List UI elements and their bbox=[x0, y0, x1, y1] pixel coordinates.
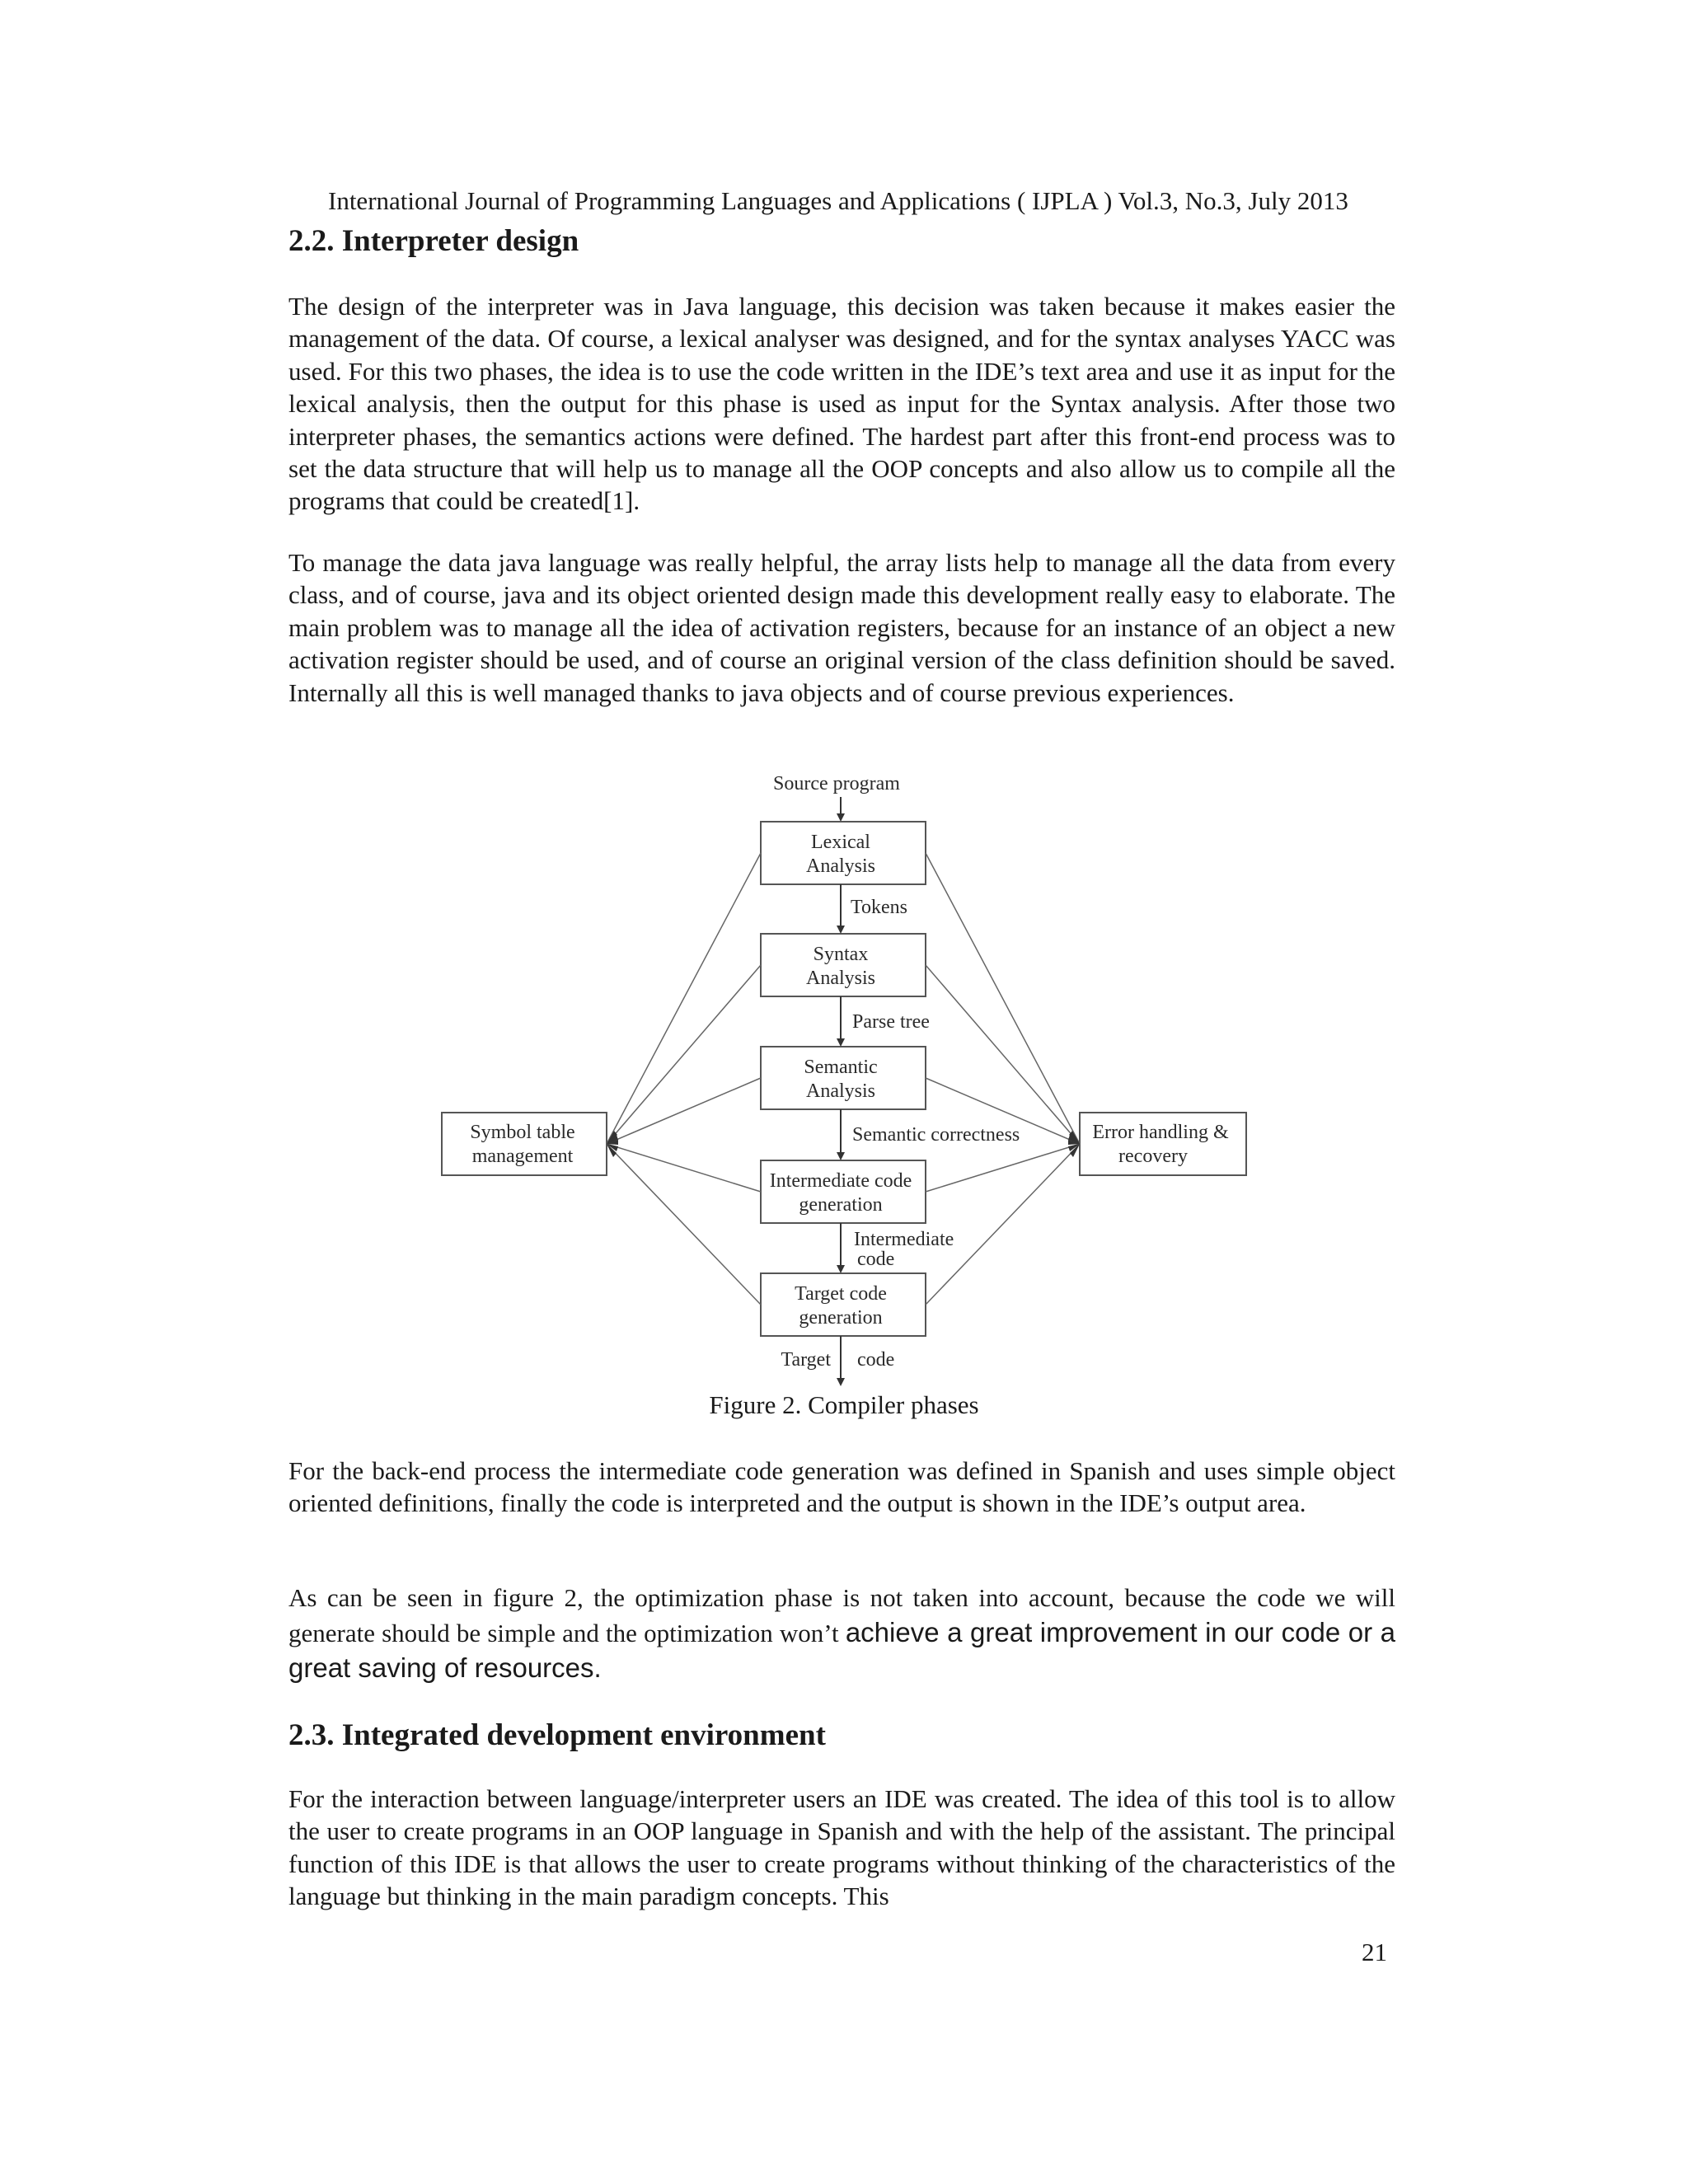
flow-label-intermediate-line2: code bbox=[857, 1249, 895, 1270]
paragraph-interpreter-design-4 bbox=[288, 1581, 1395, 1686]
symbol-table-connectors bbox=[607, 853, 761, 1305]
error-handling-arrowheads bbox=[1068, 1131, 1080, 1157]
side-box-error-handling bbox=[1080, 1113, 1246, 1175]
running-header: International Journal of Programming Languages and Applications ( IJPLA ) Vol.3, No.3, July 2013 bbox=[328, 186, 1348, 215]
phase-label-line1: Syntax bbox=[813, 944, 869, 965]
figure-compiler-phases bbox=[0, 762, 1688, 1389]
phase-label-line1: Semantic bbox=[804, 1057, 878, 1078]
phase-label-line2: generation bbox=[799, 1307, 883, 1329]
source-program-label: Source program bbox=[773, 773, 900, 794]
compiler-phases-diagram bbox=[0, 762, 1688, 1389]
phase-label-line2: Analysis bbox=[806, 855, 875, 877]
paragraph-4-sans-text: achieve a great improvement in our code or a great saving of resources. bbox=[288, 1617, 1395, 1683]
flow-label-semantic-correctness: Semantic correctness bbox=[852, 1124, 1020, 1146]
side-label-line1: Error handling & bbox=[1092, 1122, 1229, 1143]
phase-box-semantic-analysis bbox=[761, 1047, 926, 1109]
paragraph-interpreter-design-3: For the back-end process the intermediate code generation was defined in Spanish and uses simple object oriented definitions, finally the code is interpreted and the output is shown in the IDE’s output area. bbox=[288, 1456, 1395, 1518]
phase-box-target-code-generation bbox=[761, 1273, 926, 1336]
phase-label-line1: Lexical bbox=[811, 832, 870, 853]
side-label-line2: recovery bbox=[1118, 1146, 1188, 1167]
section-heading-interpreter-design: 2.2. Interpreter design bbox=[288, 224, 579, 258]
phase-box-lexical-analysis bbox=[761, 822, 926, 884]
target-output-label: Target bbox=[781, 1349, 831, 1371]
phase-label-line2: Analysis bbox=[806, 968, 875, 989]
page-number: 21 bbox=[1362, 1938, 1387, 1966]
side-box-symbol-table bbox=[442, 1113, 607, 1175]
flow-label-tokens: Tokens bbox=[851, 897, 907, 918]
paragraph-4-serif-text: As can be seen in figure 2, the optimization phase is not taken into account, because the code we will generate should be simple and the optimization won’t bbox=[288, 1583, 1395, 1647]
phase-label-line1: Intermediate code bbox=[769, 1170, 912, 1192]
paragraph-interpreter-design-1: The design of the interpreter was in Java language, this decision was taken because it makes easier the management of the data. Of course, a lexical analyser was designed, and for the syntax analyses YACC was used. For this two phases, the idea is to use the code written in the IDE’s text area and use it as input for the lexical analysis, then the output for this phase is used as input for the Syntax analysis. After those two interpreter phases, the semantics actions were defined. The hardest part after this front-end process was to set the data structure that will help us to manage all the OOP concepts and also allow us to compile all the programs that could be created[1]. bbox=[288, 292, 1395, 516]
paragraph-ide-1: For the interaction between language/interpreter users an IDE was created. The idea of this tool is to allow the user to create programs in an OOP language in Spanish and with the help of the assistant. The principal function of this IDE is that allows the user to create programs without thinking of the characteristics of the language but thinking in the main paradigm concepts. This bbox=[288, 1784, 1395, 1911]
phase-label-line1: Target code bbox=[795, 1283, 887, 1305]
phase-box-syntax-analysis bbox=[761, 934, 926, 996]
side-label-line1: Symbol table bbox=[470, 1122, 575, 1143]
symbol-table-arrowheads bbox=[607, 1131, 618, 1157]
flow-label-intermediate-line1: Intermediate bbox=[854, 1229, 954, 1250]
side-label-line2: management bbox=[471, 1146, 574, 1167]
figure-caption: Figure 2. Compiler phases bbox=[709, 1390, 979, 1419]
code-output-label: code bbox=[857, 1349, 895, 1371]
flow-label-parse-tree: Parse tree bbox=[852, 1011, 930, 1033]
paragraph-interpreter-design-2: To manage the data java language was really helpful, the array lists help to manage all the data from every class, and of course, java and its object oriented design made this development really easy to elaborate. The main problem was to manage all the idea of activation registers, because for an instance of an object a new activation register should be used, and of course an original version of the class definition should be saved. Internally all this is well managed thanks to java objects and of course previous experiences. bbox=[288, 548, 1395, 707]
phase-label-line2: Analysis bbox=[806, 1080, 875, 1102]
phase-box-intermediate-code-generation bbox=[761, 1160, 926, 1223]
phase-label-line2: generation bbox=[799, 1194, 883, 1216]
section-heading-ide: 2.3. Integrated development environment bbox=[288, 1718, 826, 1752]
